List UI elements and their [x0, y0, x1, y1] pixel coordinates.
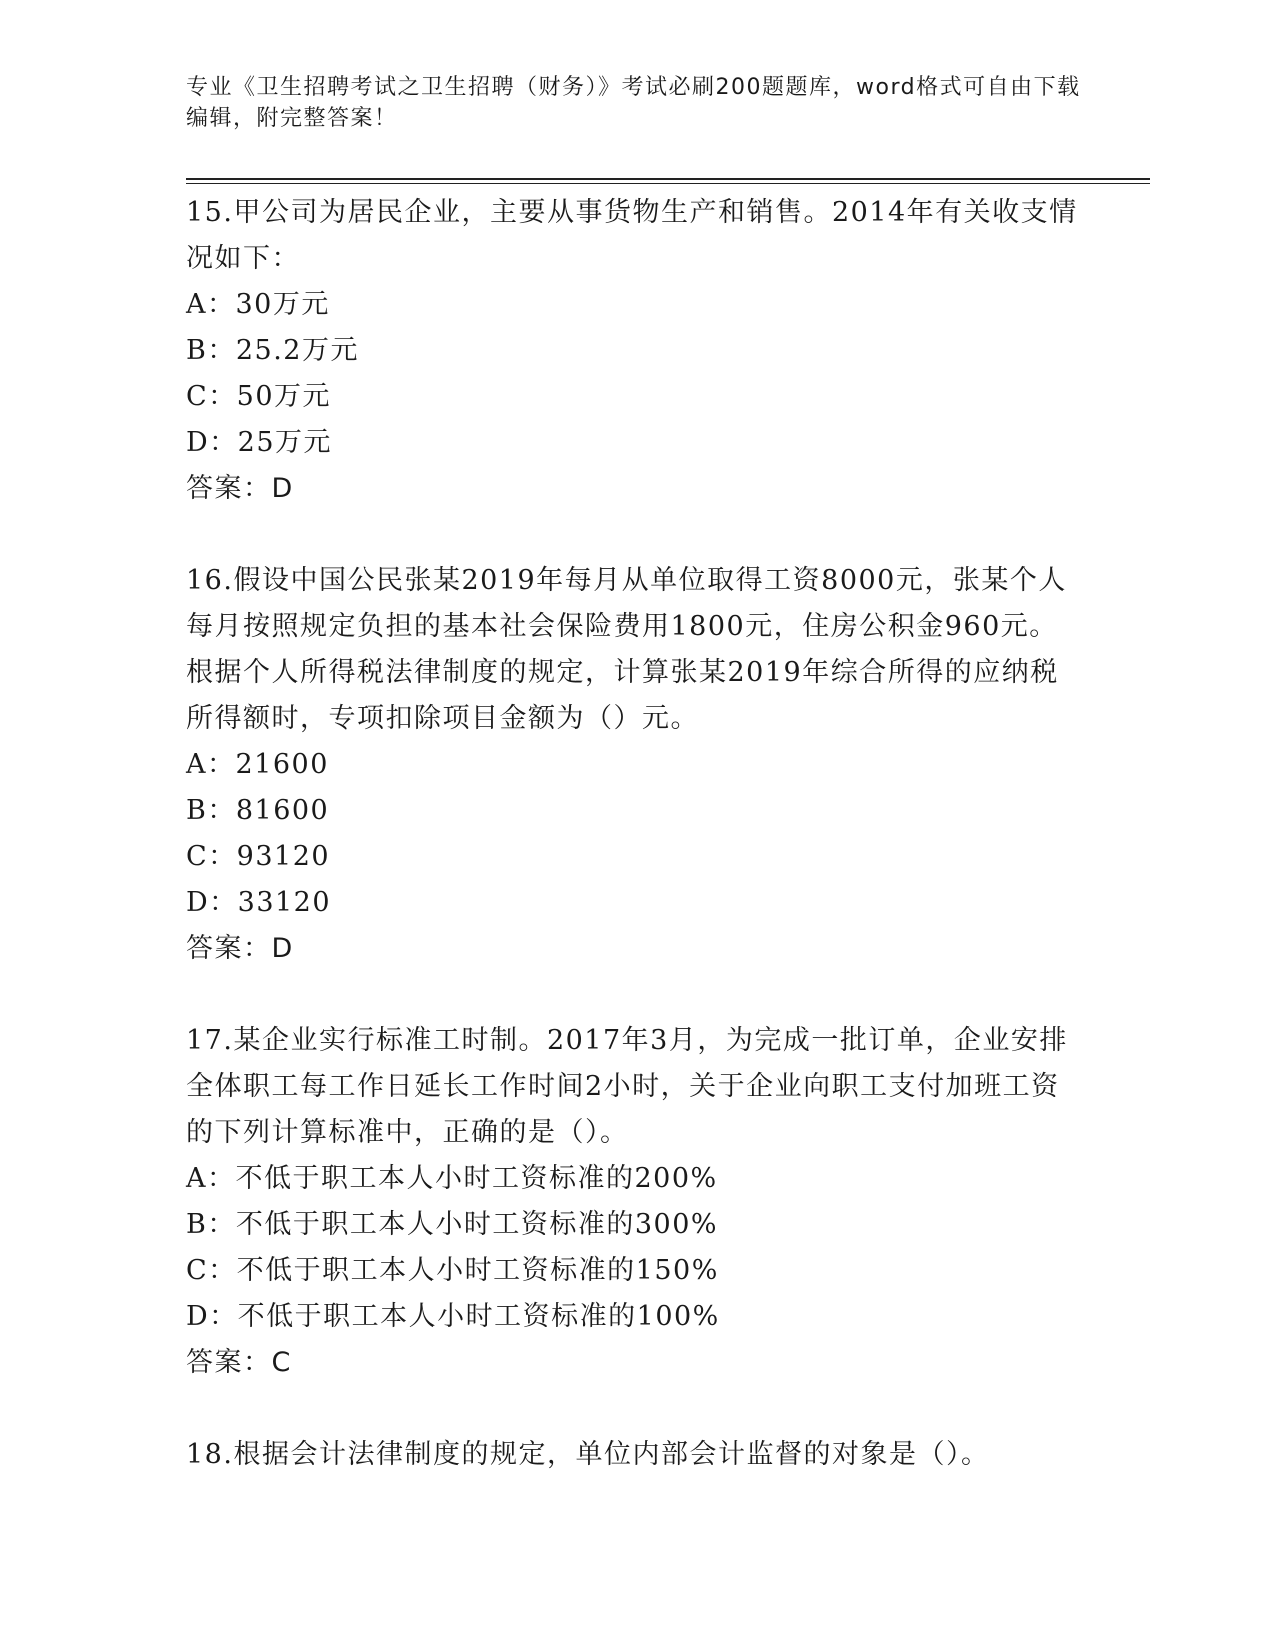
option-c: C：不低于职工本人小时工资标准的150%: [186, 1255, 719, 1286]
option-d: D：不低于职工本人小时工资标准的100%: [186, 1301, 720, 1332]
question-16: [186, 558, 1086, 972]
option-c: C：50万元: [186, 381, 332, 412]
option-d: D：25万元: [186, 427, 333, 458]
question-list: [186, 190, 1086, 1524]
answer: 答案：D: [186, 933, 294, 964]
header-divider: [186, 178, 1150, 180]
page-header: [186, 72, 1086, 134]
question-stem: 17.某企业实行标准工时制。2017年3月，为完成一批订单，企业安排全体职工每工作日延长工作时间2小时，关于企业向职工支付加班工资的下列计算标准中，正确的是（）。: [186, 1025, 1068, 1148]
option-c: C：93120: [186, 841, 331, 872]
header-title: 专业《卫生招聘考试之卫生招聘（财务）》考试必刷200题题库，word格式可自由下载编辑，附完整答案！: [186, 75, 1081, 131]
option-b: B：不低于职工本人小时工资标准的300%: [186, 1209, 719, 1240]
question-18: [186, 1432, 1086, 1478]
header-divider-thin: [186, 183, 1150, 184]
option-b: B：25.2万元: [186, 335, 359, 366]
option-b: B：81600: [186, 795, 330, 826]
question-stem: 16.假设中国公民张某2019年每月从单位取得工资8000元，张某个人每月按照规定负担的基本社会保险费用1800元，住房公积金960元。根据个人所得税法律制度的规定，计算张某2019年综合所得的应纳税所得额时，专项扣除项目金额为（）元。: [186, 565, 1067, 734]
question-stem: 18.根据会计法律制度的规定，单位内部会计监督的对象是（）。: [186, 1439, 990, 1470]
question-15: [186, 190, 1086, 512]
answer: 答案：D: [186, 473, 294, 504]
question-17: [186, 1018, 1086, 1386]
answer: 答案：C: [186, 1347, 292, 1378]
question-stem: 15.甲公司为居民企业，主要从事货物生产和销售。2014年有关收支情况如下：: [186, 197, 1078, 274]
option-d: D：33120: [186, 887, 332, 918]
option-a: A：21600: [186, 749, 329, 780]
option-a: A：不低于职工本人小时工资标准的200%: [186, 1163, 718, 1194]
option-a: A：30万元: [186, 289, 330, 320]
